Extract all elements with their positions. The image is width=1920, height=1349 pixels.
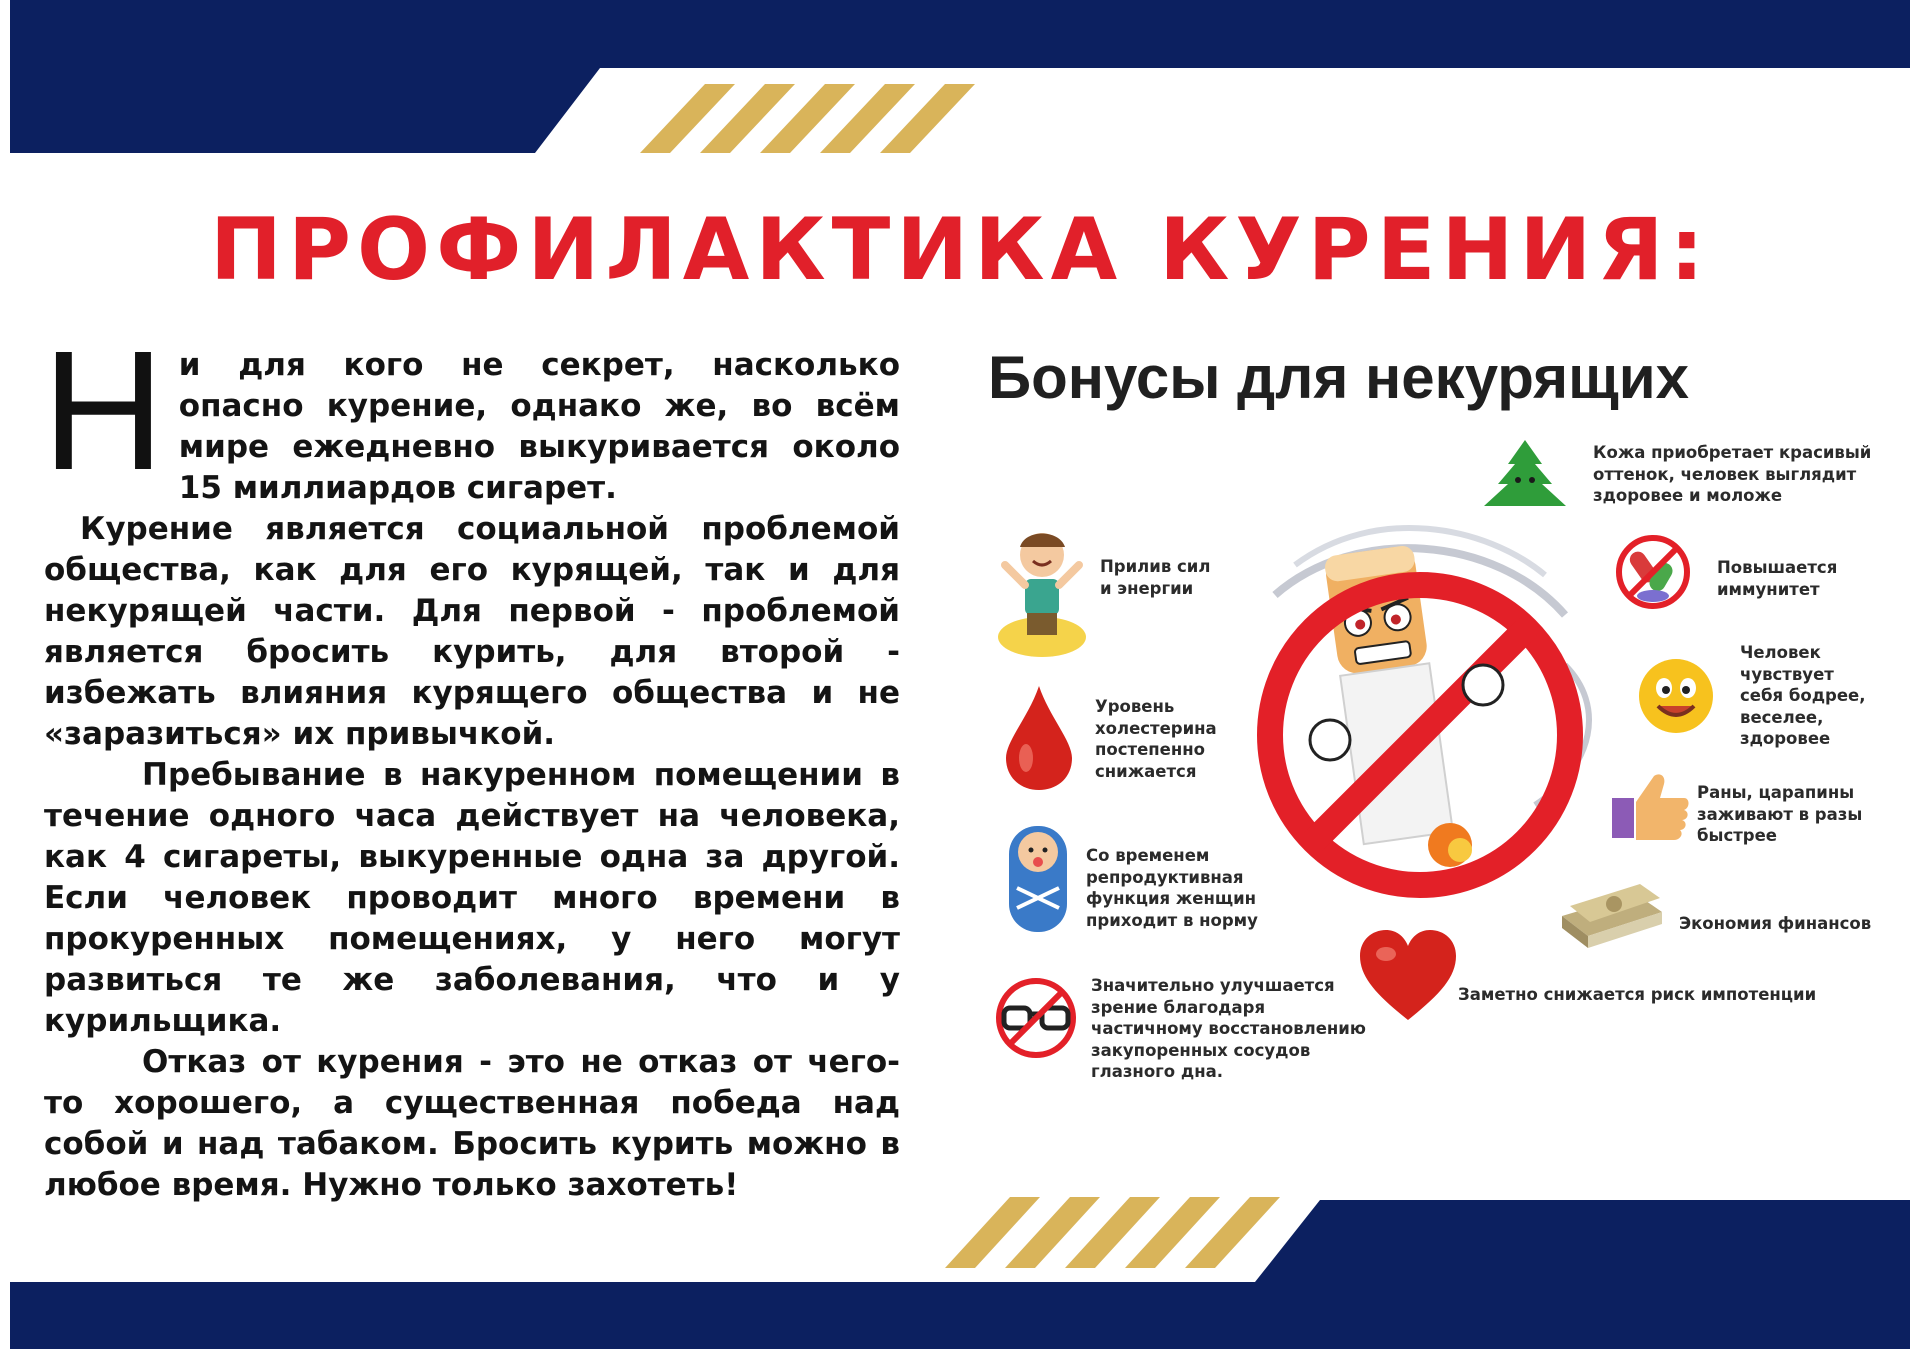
gold-stripe: [1125, 1197, 1220, 1268]
top-decorative-band: [0, 0, 1920, 170]
glasses-icon: [994, 976, 1078, 1060]
top-navy-band: [10, 0, 1910, 153]
paragraph-text: и для кого не секрет, насколько опасно курение, однако же, во всём мире ежедневно выкуривается около 15 миллиардов сигарет.: [178, 347, 900, 506]
caption-immunity: Повышается иммунитет: [1717, 558, 1838, 599]
page-title: ПРОФИЛАКТИКА КУРЕНИЯ:: [209, 200, 1711, 300]
blood-drop-icon: [1004, 686, 1074, 792]
bottom-navy-band-upper: [1255, 1200, 1910, 1282]
caption-skin: Кожа приобретает красивый оттенок, человек выглядит здоровее и моложе: [1593, 443, 1872, 505]
smiley-icon: [1636, 656, 1716, 736]
caption-wounds: Раны, царапины заживают в разы быстрее: [1697, 783, 1863, 845]
article-paragraph-2: Курение является социальной проблемой общества, как для его курящей, так и для некурящей части. Для первой - проблемой является бросить курить, для второй - избежать влияния курящего общества и не «заразиться» их привычкой.: [44, 511, 900, 752]
caption-energy: Прилив сил и энергии: [1100, 557, 1211, 598]
article-paragraph-3: Пребывание в накуренном помещении в течение одного часа действует на человека, как 4 сигареты, выкуренные одна за другой. Если человек проводит много времени в прокуренных помещениях, у него могут развиться те же заболевания, что и у курильщика.: [44, 757, 900, 1039]
gold-stripe: [945, 1197, 1040, 1268]
gold-stripe: [1065, 1197, 1160, 1268]
thumbs-up-icon: [1610, 772, 1690, 842]
baby-icon: [1005, 818, 1071, 936]
pills-icon: [1613, 532, 1693, 612]
article-paragraph-1: [42, 316, 900, 509]
caption-vision: Значительно улучшается зрение благодаря частичному восстановлению закупоренных сосудов глазного дна.: [1091, 976, 1366, 1081]
caption-impotence: Заметно снижается риск импотенции: [1458, 985, 1817, 1004]
caption-finance: Экономия финансов: [1679, 914, 1872, 933]
no-smoking-icon: [1235, 505, 1605, 915]
boy-icon: [995, 527, 1090, 657]
article-paragraph-4: Отказ от курения - это не отказ от чего-то хорошего, а существенная победа над собой и над табаком. Бросить курить можно в любое время. Нужно только захотеть!: [44, 1044, 900, 1203]
money-icon: [1556, 876, 1666, 951]
caption-reproductive: Со временем репродуктивная функция женщин приходит в норму: [1086, 846, 1258, 930]
drop-cap: Н: [42, 316, 165, 506]
tree-icon: [1480, 440, 1570, 508]
gold-stripe: [1005, 1197, 1100, 1268]
article-body: [42, 316, 900, 1206]
caption-cholesterol: Уровень холестерина постепенно снижается: [1095, 697, 1217, 781]
infographic-title: Бонусы для некурящих: [988, 344, 1690, 411]
heart-icon: [1358, 928, 1458, 1022]
gold-stripe: [1185, 1197, 1280, 1268]
caption-mood: Человек чувствует себя бодрее, веселее, здоровее: [1740, 643, 1866, 748]
bottom-navy-band: [10, 1282, 1910, 1349]
